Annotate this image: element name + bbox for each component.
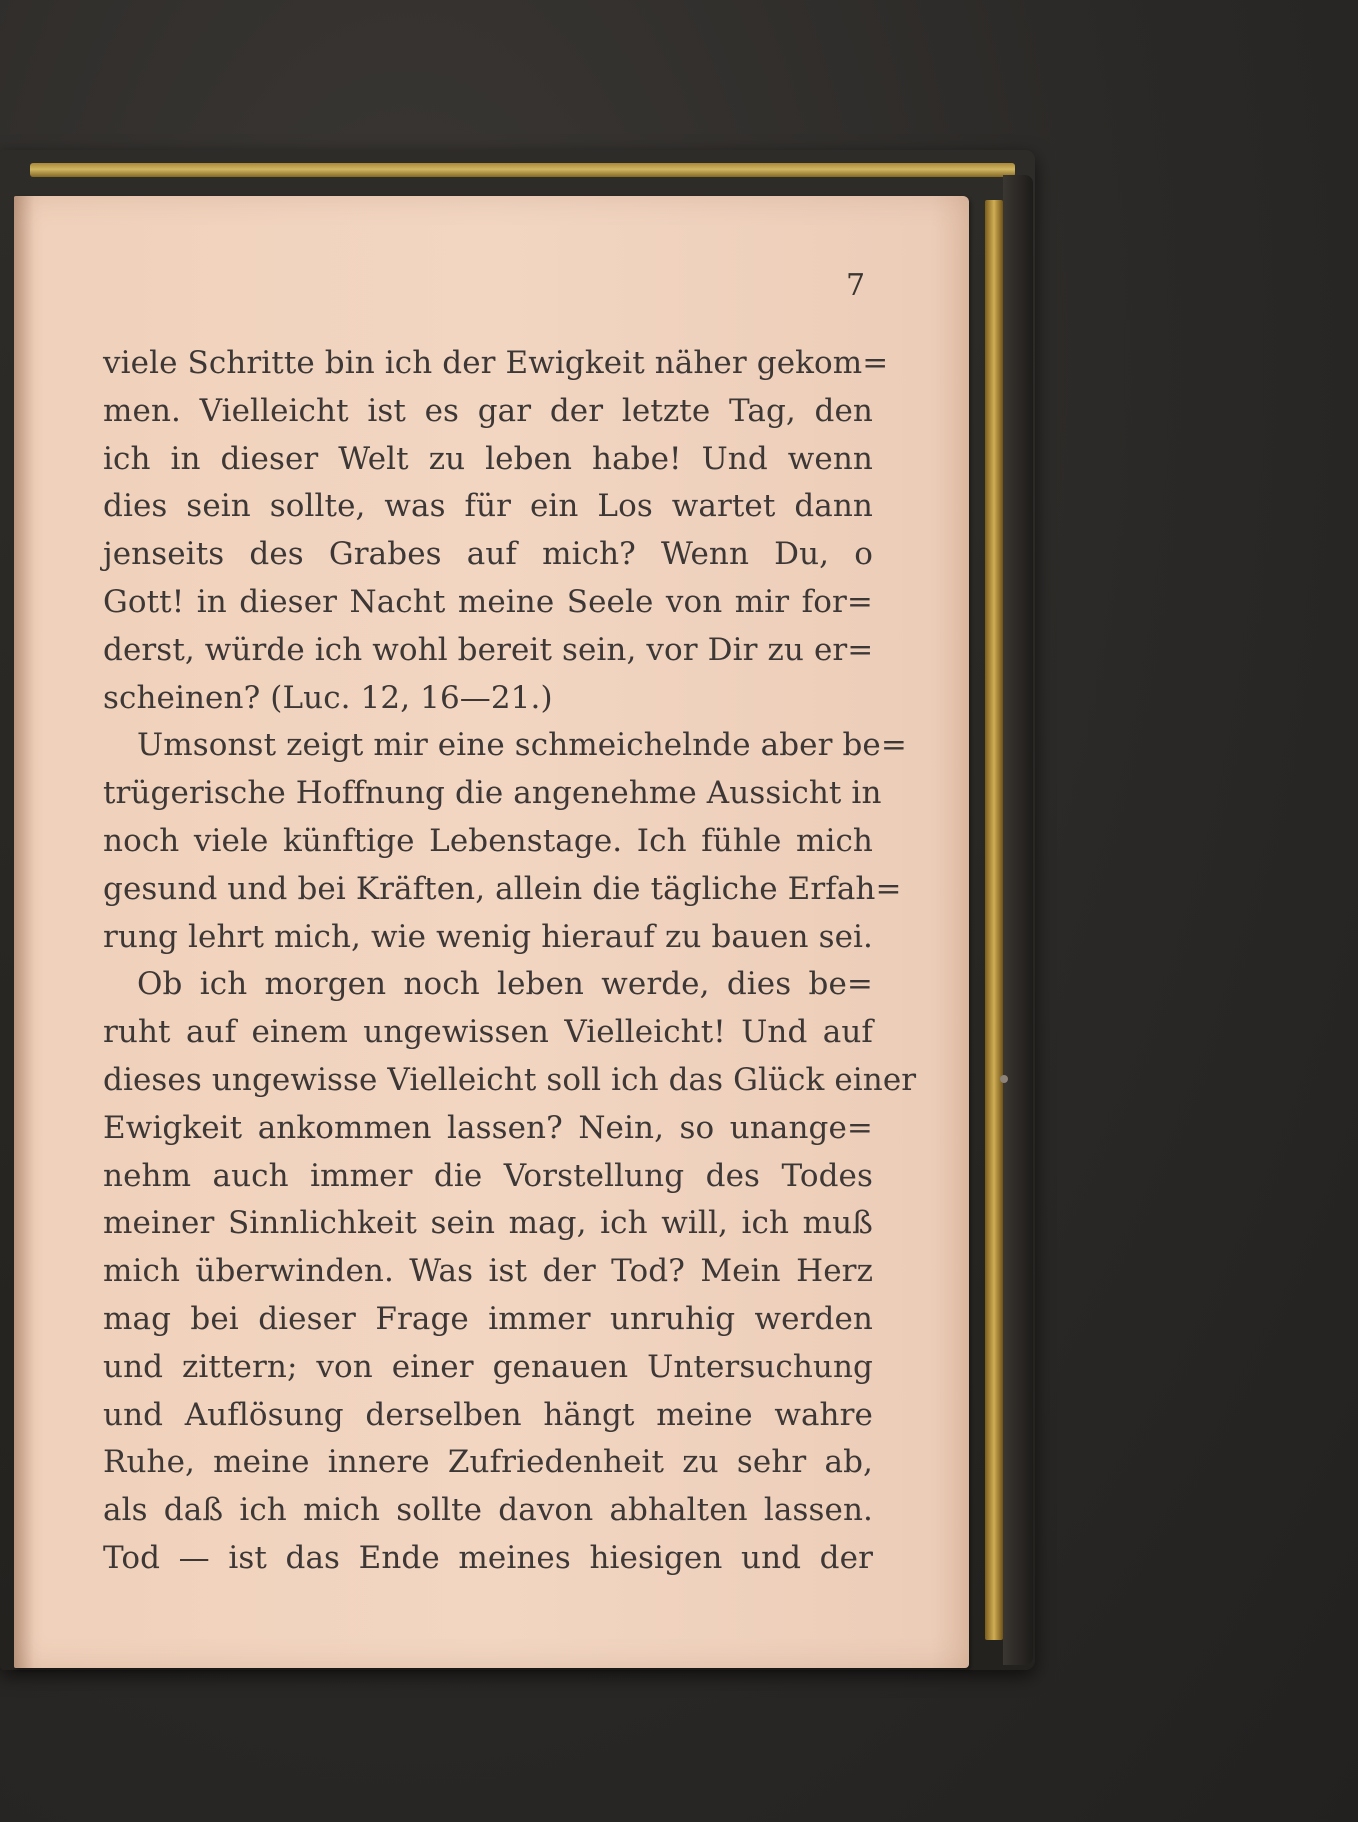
text-line: rung lehrt mich, wie wenig hierauf zu bauen sei. <box>103 918 873 955</box>
text-line: men. Vielleicht ist es gar der letzte Tag, den <box>103 392 873 429</box>
text-line: meiner Sinnlichkeit sein mag, ich will, ich muß <box>103 1205 873 1242</box>
gilt-top-edge <box>30 163 1015 177</box>
text-line: dieses ungewisse Vielleicht soll ich das Glück einer <box>103 1061 917 1098</box>
text-line: Tod — ist das Ende meines hiesigen und der <box>103 1539 873 1576</box>
text-line: Ob ich morgen noch leben werde, dies be= <box>137 966 873 1003</box>
body-text <box>103 340 917 1583</box>
text-line: noch viele künftige Lebenstage. Ich fühle mich <box>103 822 873 859</box>
text-line: ich in dieser Welt zu leben habe! Und wenn <box>103 440 873 477</box>
text-line: nehm auch immer die Vorstellung des Todes <box>103 1157 873 1194</box>
text-line: Umsonst zeigt mir eine schmeichelnde aber be= <box>137 727 907 764</box>
text-line: und zittern; von einer genauen Untersuchung <box>103 1348 873 1385</box>
text-line: jenseits des Grabes auf mich? Wenn Du, o <box>103 536 873 573</box>
text-line: viele Schritte bin ich der Ewigkeit näher gekom= <box>103 345 889 381</box>
text-line: mag bei dieser Frage immer unruhig werden <box>103 1300 873 1337</box>
cover-right-edge <box>1003 175 1033 1665</box>
text-line: gesund und bei Kräften, allein die tägliche Erfah= <box>103 870 902 907</box>
dust-speck <box>1000 1075 1008 1083</box>
text-line: und Auflösung derselben hängt meine wahre <box>103 1396 873 1433</box>
page-gutter-shadow <box>14 196 34 1668</box>
text-line: mich überwinden. Was ist der Tod? Mein Herz <box>103 1253 873 1290</box>
text-line: trügerische Hoffnung die angenehme Aussicht in <box>103 775 882 812</box>
gilt-right-edge <box>985 200 1003 1640</box>
text-line: Ruhe, meine innere Zufriedenheit zu sehr ab, <box>103 1444 873 1481</box>
text-line: dies sein sollte, was für ein Los wartet dann <box>103 488 873 525</box>
text-line: Ewigkeit ankommen lassen? Nein, so unange= <box>103 1109 873 1146</box>
text-line: ruht auf einem ungewissen Vielleicht! Und auf <box>103 1014 873 1051</box>
page-number: 7 <box>846 268 866 303</box>
text-line: Gott! in dieser Nacht meine Seele von mir for= <box>103 583 873 620</box>
text-line: als daß ich mich sollte davon abhalten lassen. <box>103 1492 873 1529</box>
text-line: derst, würde ich wohl bereit sein, vor Dir zu er= <box>103 631 874 668</box>
text-line: scheinen? (Luc. 12, 16—21.) <box>103 679 553 716</box>
